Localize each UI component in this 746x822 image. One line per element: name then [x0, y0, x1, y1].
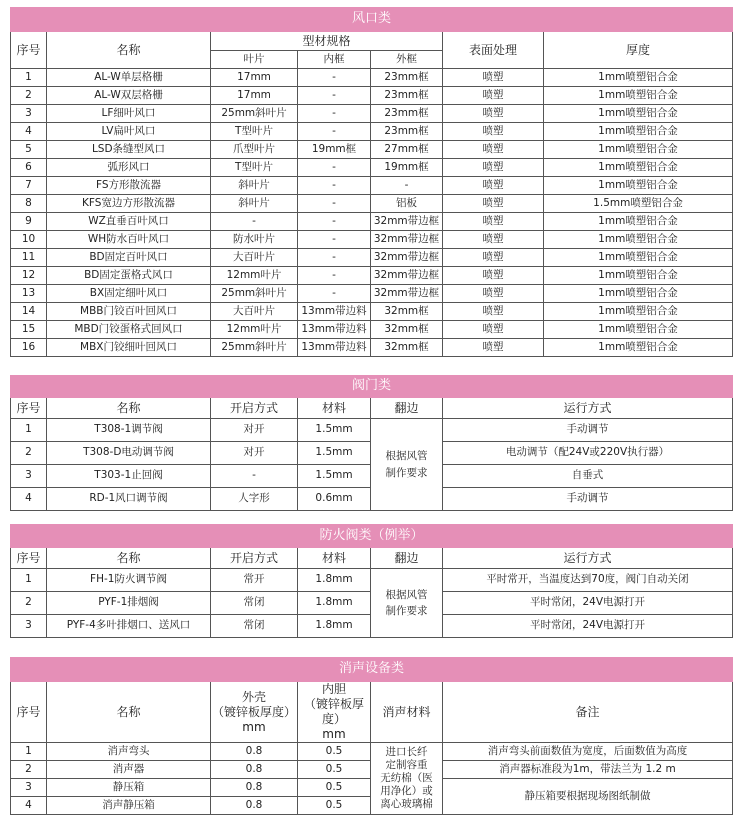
row-outer: 32mm框: [371, 321, 443, 339]
row-thickness: 1mm喷塑铝合金: [544, 177, 733, 195]
header-blade: 叶片: [211, 51, 298, 69]
header-liner-line1: 内胆: [321, 682, 346, 696]
row-inner: -: [298, 87, 371, 105]
row-no: 4: [11, 488, 47, 511]
row-no: 1: [11, 419, 47, 442]
row-blade: 防水叶片: [211, 231, 298, 249]
row-no: 7: [11, 177, 47, 195]
row-inner: 13mm带边料: [298, 321, 371, 339]
flange-line2: 制作要求: [385, 605, 428, 617]
vents-section: [10, 7, 733, 357]
row-inner: -: [298, 105, 371, 123]
table-row: [11, 231, 733, 249]
header-name: 名称: [47, 32, 211, 69]
row-name: 消声器: [47, 761, 211, 779]
row-name: MBX门铰细叶回风口: [47, 339, 211, 357]
row-name: 消声静压箱: [47, 797, 211, 815]
row-no: 4: [11, 123, 47, 141]
row-blade: 25mm斜叶片: [211, 339, 298, 357]
row-inner: -: [298, 177, 371, 195]
row-blade: 17mm: [211, 87, 298, 105]
row-no: 16: [11, 339, 47, 357]
silencer-section: [10, 657, 733, 815]
row-no: 1: [11, 69, 47, 87]
valves-title: 阀门类: [11, 376, 733, 398]
row-name: 静压箱: [47, 779, 211, 797]
row-open: 常闭: [211, 592, 298, 615]
row-shell: 0.8: [211, 743, 298, 761]
header-name: 名称: [47, 398, 211, 419]
vents-table: [10, 7, 733, 357]
valves-section: [10, 375, 733, 511]
row-thickness: 1mm喷塑铝合金: [544, 267, 733, 285]
row-outer: -: [371, 177, 443, 195]
fire-title: 防火阀类（例举）: [11, 525, 733, 548]
table-row: [11, 69, 733, 87]
remark-cell: 静压箱要根据现场图纸制做: [443, 779, 733, 815]
table-row: [11, 105, 733, 123]
row-inner: 13mm带边料: [298, 303, 371, 321]
row-blade: 25mm斜叶片: [211, 285, 298, 303]
header-shell: [211, 682, 298, 743]
table-row: [11, 285, 733, 303]
row-thickness: 1mm喷塑铝合金: [544, 213, 733, 231]
row-name: MBD门铰蛋格式回风口: [47, 321, 211, 339]
table-row: [11, 177, 733, 195]
row-surface: 喷塑: [443, 303, 544, 321]
row-surface: 喷塑: [443, 141, 544, 159]
row-name: RD-1风口调节阀: [47, 488, 211, 511]
row-no: 9: [11, 213, 47, 231]
row-surface: 喷塑: [443, 69, 544, 87]
row-surface: 喷塑: [443, 195, 544, 213]
row-name: WZ直垂百叶风口: [47, 213, 211, 231]
header-no: 序号: [11, 398, 47, 419]
row-shell: 0.8: [211, 797, 298, 815]
row-no: 2: [11, 761, 47, 779]
row-surface: 喷塑: [443, 249, 544, 267]
valves-table: [10, 375, 733, 511]
row-thickness: 1mm喷塑铝合金: [544, 105, 733, 123]
table-row: [11, 321, 733, 339]
sound-material-line: 离心玻璃棉: [380, 798, 433, 811]
row-name: T303-1止回阀: [47, 465, 211, 488]
header-open: 开启方式: [211, 398, 298, 419]
row-no: 6: [11, 159, 47, 177]
row-no: 2: [11, 592, 47, 615]
row-thickness: 1mm喷塑铝合金: [544, 159, 733, 177]
row-operation: 平时常开，当温度达到70度，阀门自动关闭: [443, 569, 733, 592]
table-row: [11, 159, 733, 177]
header-no: 序号: [11, 548, 47, 569]
row-outer: 23mm框: [371, 69, 443, 87]
row-outer: 32mm带边框: [371, 249, 443, 267]
row-surface: 喷塑: [443, 339, 544, 357]
row-surface: 喷塑: [443, 321, 544, 339]
row-blade: 12mm叶片: [211, 321, 298, 339]
row-outer: 铝板: [371, 195, 443, 213]
row-name: LV扁叶风口: [47, 123, 211, 141]
header-liner-line3: mm: [322, 727, 346, 741]
header-no: 序号: [11, 682, 47, 743]
row-thickness: 1mm喷塑铝合金: [544, 249, 733, 267]
row-thickness: 1mm喷塑铝合金: [544, 231, 733, 249]
header-operation: 运行方式: [443, 398, 733, 419]
row-inner: 19mm框: [298, 141, 371, 159]
row-no: 12: [11, 267, 47, 285]
row-surface: 喷塑: [443, 267, 544, 285]
header-spec: 型材规格: [211, 32, 443, 51]
row-no: 3: [11, 465, 47, 488]
row-open: 对开: [211, 419, 298, 442]
row-surface: 喷塑: [443, 159, 544, 177]
row-name: BD固定蛋格式风口: [47, 267, 211, 285]
row-operation: 手动调节: [443, 488, 733, 511]
header-liner: [298, 682, 371, 743]
row-no: 14: [11, 303, 47, 321]
table-row: [11, 123, 733, 141]
row-operation: 自垂式: [443, 465, 733, 488]
row-thickness: 1mm喷塑铝合金: [544, 69, 733, 87]
row-outer: 23mm框: [371, 123, 443, 141]
row-material: 1.5mm: [298, 442, 371, 465]
row-surface: 喷塑: [443, 285, 544, 303]
table-row: [11, 267, 733, 285]
row-outer: 32mm框: [371, 339, 443, 357]
row-thickness: 1mm喷塑铝合金: [544, 303, 733, 321]
table-row: [11, 569, 733, 592]
flange-cell: [371, 419, 443, 511]
row-inner: -: [298, 285, 371, 303]
row-inner: -: [298, 249, 371, 267]
row-name: FH-1防火调节阀: [47, 569, 211, 592]
row-operation: 平时常闭，24V电源打开: [443, 615, 733, 638]
row-name: T308-D电动调节阀: [47, 442, 211, 465]
header-shell-line2: （镀锌板厚度）: [211, 704, 296, 719]
row-name: BD固定百叶风口: [47, 249, 211, 267]
row-inner: -: [298, 213, 371, 231]
row-name: MBB门铰百叶回风口: [47, 303, 211, 321]
row-surface: 喷塑: [443, 105, 544, 123]
table-row: [11, 743, 733, 761]
row-name: LF细叶风口: [47, 105, 211, 123]
row-outer: 32mm带边框: [371, 231, 443, 249]
row-no: 1: [11, 743, 47, 761]
row-no: 4: [11, 797, 47, 815]
row-blade: 大百叶片: [211, 303, 298, 321]
row-blade: -: [211, 213, 298, 231]
row-blade: 12mm叶片: [211, 267, 298, 285]
row-blade: 爪型叶片: [211, 141, 298, 159]
row-inner: -: [298, 195, 371, 213]
row-thickness: 1mm喷塑铝合金: [544, 87, 733, 105]
header-remark: 备注: [443, 682, 733, 743]
table-row: [11, 195, 733, 213]
header-name: 名称: [47, 548, 211, 569]
silencer-title: 消声设备类: [11, 658, 733, 682]
row-liner: 0.5: [298, 743, 371, 761]
row-name: T308-1调节阀: [47, 419, 211, 442]
row-no: 15: [11, 321, 47, 339]
table-row: [11, 87, 733, 105]
row-name: PYF-1排烟阀: [47, 592, 211, 615]
row-outer: 32mm带边框: [371, 213, 443, 231]
header-outer: 外框: [371, 51, 443, 69]
row-thickness: 1mm喷塑铝合金: [544, 285, 733, 303]
row-no: 3: [11, 105, 47, 123]
header-inner: 内框: [298, 51, 371, 69]
row-no: 3: [11, 779, 47, 797]
row-surface: 喷塑: [443, 177, 544, 195]
row-name: FS方形散流器: [47, 177, 211, 195]
table-row: [11, 213, 733, 231]
vents-title: 风口类: [11, 8, 733, 32]
row-no: 5: [11, 141, 47, 159]
row-no: 2: [11, 87, 47, 105]
fire-table: [10, 524, 733, 638]
header-material: 材料: [298, 548, 371, 569]
row-name: KFS宽边方形散流器: [47, 195, 211, 213]
row-inner: -: [298, 231, 371, 249]
row-name: LSD条缝型风口: [47, 141, 211, 159]
header-material: 材料: [298, 398, 371, 419]
row-thickness: 1mm喷塑铝合金: [544, 339, 733, 357]
row-no: 2: [11, 442, 47, 465]
row-open: -: [211, 465, 298, 488]
sound-material-line: 无纺棉（医: [380, 771, 433, 784]
row-outer: 32mm框: [371, 303, 443, 321]
row-liner: 0.5: [298, 779, 371, 797]
header-thickness: 厚度: [544, 32, 733, 69]
row-open: 常闭: [211, 615, 298, 638]
header-material: 消声材料: [371, 682, 443, 743]
row-blade: T型叶片: [211, 123, 298, 141]
row-name: PYF-4多叶排烟口、送风口: [47, 615, 211, 638]
sound-material-cell: [371, 743, 443, 815]
table-row: [11, 249, 733, 267]
row-surface: 喷塑: [443, 213, 544, 231]
row-outer: 27mm框: [371, 141, 443, 159]
row-inner: -: [298, 69, 371, 87]
header-no: 序号: [11, 32, 47, 69]
row-inner: -: [298, 123, 371, 141]
table-row: [11, 141, 733, 159]
row-name: WH防水百叶风口: [47, 231, 211, 249]
row-inner: 13mm带边料: [298, 339, 371, 357]
header-shell-line1: 外壳: [241, 689, 266, 704]
row-outer: 32mm带边框: [371, 285, 443, 303]
sound-material-line: 定制容重: [385, 758, 428, 771]
remark-cell: 消声器标准段为1m，带法兰为 1.2 m: [443, 761, 733, 779]
row-name: 弧形风口: [47, 159, 211, 177]
row-outer: 23mm框: [371, 105, 443, 123]
row-open: 对开: [211, 442, 298, 465]
row-liner: 0.5: [298, 797, 371, 815]
row-liner: 0.5: [298, 761, 371, 779]
row-thickness: 1mm喷塑铝合金: [544, 123, 733, 141]
row-no: 10: [11, 231, 47, 249]
flange-line2: 制作要求: [385, 466, 428, 479]
header-name: 名称: [47, 682, 211, 743]
fire-section: [10, 524, 733, 638]
silencer-table: [10, 657, 733, 815]
row-thickness: 1mm喷塑铝合金: [544, 321, 733, 339]
row-material: 1.5mm: [298, 419, 371, 442]
row-material: 1.5mm: [298, 465, 371, 488]
row-name: BX固定细叶风口: [47, 285, 211, 303]
row-outer: 32mm带边框: [371, 267, 443, 285]
row-name: AL-W双层格栅: [47, 87, 211, 105]
header-liner-line2: （镀锌板厚度）: [303, 697, 364, 726]
header-shell-line3: mm: [242, 719, 266, 734]
row-blade: 大百叶片: [211, 249, 298, 267]
row-operation: 手动调节: [443, 419, 733, 442]
row-outer: 19mm框: [371, 159, 443, 177]
sound-material-line: 用净化）或: [380, 785, 433, 798]
row-operation: 电动调节（配24V或220V执行器）: [443, 442, 733, 465]
row-outer: 23mm框: [371, 87, 443, 105]
row-shell: 0.8: [211, 779, 298, 797]
row-surface: 喷塑: [443, 123, 544, 141]
sound-material-line: 进口长纤: [385, 745, 428, 758]
row-blade: T型叶片: [211, 159, 298, 177]
header-operation: 运行方式: [443, 548, 733, 569]
row-thickness: 1.5mm喷塑铝合金: [544, 195, 733, 213]
header-surface: 表面处理: [443, 32, 544, 69]
row-open: 人字形: [211, 488, 298, 511]
flange-line1: 根据风管: [385, 450, 428, 463]
row-material: 1.8mm: [298, 569, 371, 592]
row-blade: 斜叶片: [211, 177, 298, 195]
row-blade: 斜叶片: [211, 195, 298, 213]
row-shell: 0.8: [211, 761, 298, 779]
flange-line1: 根据风管: [385, 588, 428, 601]
row-no: 8: [11, 195, 47, 213]
row-name: AL-W单层格栅: [47, 69, 211, 87]
row-surface: 喷塑: [443, 231, 544, 249]
row-inner: -: [298, 159, 371, 177]
row-no: 13: [11, 285, 47, 303]
table-row: [11, 339, 733, 357]
row-surface: 喷塑: [443, 87, 544, 105]
row-material: 0.6mm: [298, 488, 371, 511]
row-name: 消声弯头: [47, 743, 211, 761]
table-row: [11, 419, 733, 442]
row-blade: 17mm: [211, 69, 298, 87]
row-no: 11: [11, 249, 47, 267]
header-flange: 翻边: [371, 548, 443, 569]
table-row: [11, 303, 733, 321]
row-no: 3: [11, 615, 47, 638]
row-material: 1.8mm: [298, 615, 371, 638]
row-material: 1.8mm: [298, 592, 371, 615]
row-open: 常开: [211, 569, 298, 592]
row-no: 1: [11, 569, 47, 592]
row-blade: 25mm斜叶片: [211, 105, 298, 123]
flange-cell: [371, 569, 443, 638]
row-inner: -: [298, 267, 371, 285]
header-flange: 翻边: [371, 398, 443, 419]
remark-cell: 消声弯头前面数值为宽度，后面数值为高度: [443, 743, 733, 761]
row-thickness: 1mm喷塑铝合金: [544, 141, 733, 159]
header-open: 开启方式: [211, 548, 298, 569]
row-operation: 平时常闭，24V电源打开: [443, 592, 733, 615]
